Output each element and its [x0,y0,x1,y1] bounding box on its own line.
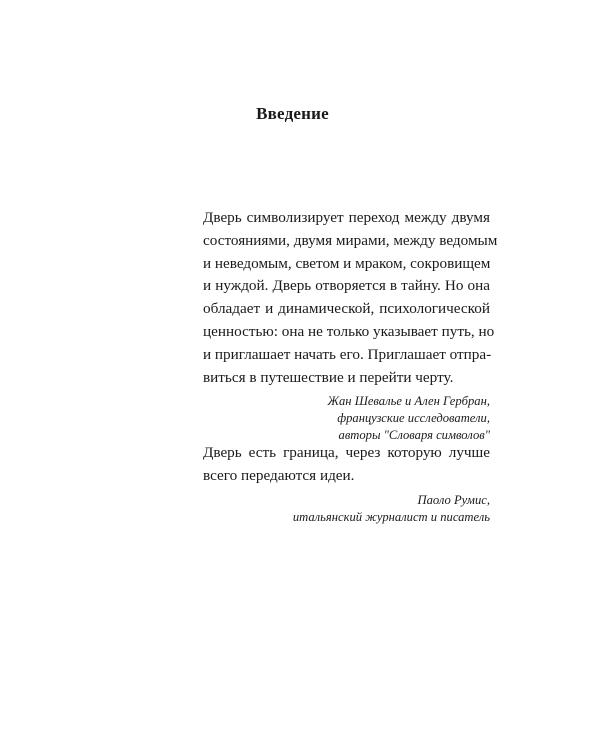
epigraph-chevalier [203,207,498,444]
quote-line: всего передаются идеи. [203,466,355,484]
quote-line: состояниями, двумя мирами, между ведомым [203,231,498,249]
attribution-line: Паоло Румис, [417,492,490,507]
epigraph-attribution [203,393,490,444]
page-title: Введение [256,104,329,123]
quote-line: Дверь символизирует переход между двумя [203,209,490,226]
quote-line: и нуждой. Дверь отворяется в тайну. Но она [203,277,490,295]
epigraph-quote [203,442,490,488]
attribution-line: Жан Шевалье и Ален Гербран, [327,394,490,409]
attribution-line: итальянский журналист и писатель [292,509,490,524]
attribution-line: французские исследователи, [337,411,490,426]
epigraph-attribution [203,492,490,526]
quote-line: обладает и динамической, психологической [203,300,490,318]
quote-line: Дверь есть граница, через которую лучше [203,444,490,461]
quote-line: ценностью: она не только указывает путь, но [203,322,495,340]
epigraph-rumiz [203,442,490,526]
epigraph-quote [203,207,498,389]
quote-line: и неведомым, светом и мраком, сокровищем [203,254,491,272]
quote-line: и приглашает начать его. Приглашает отпра- [203,345,492,363]
quote-line: виться в путешествие и перейти черту. [203,368,454,386]
attribution-line: авторы "Словаря символов" [338,428,490,443]
